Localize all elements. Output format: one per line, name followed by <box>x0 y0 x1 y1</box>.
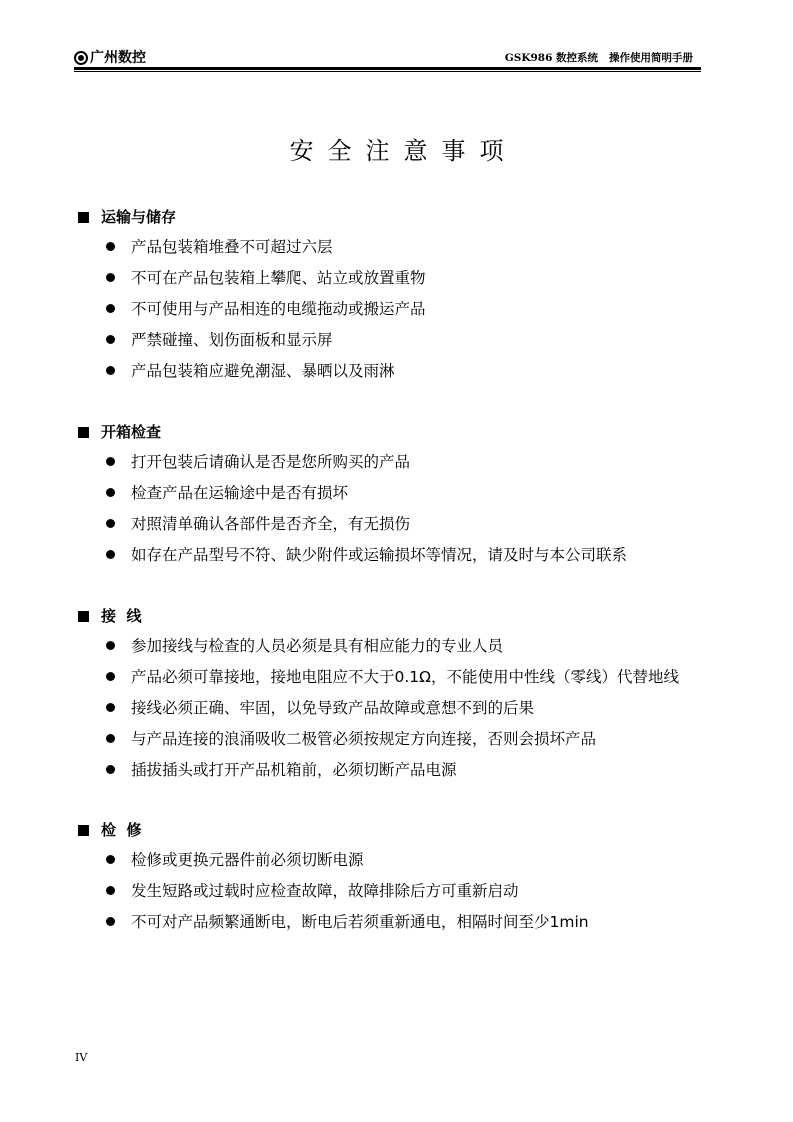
square-bullet-icon <box>78 212 89 223</box>
header-rule-thin <box>74 71 701 72</box>
section-heading <box>78 207 738 227</box>
logo-emblem-icon <box>74 51 88 65</box>
list-item <box>78 355 738 386</box>
page-title: 安全注意事项 <box>289 137 518 165</box>
bullet-icon <box>106 917 115 926</box>
section-heading <box>78 606 738 626</box>
section-heading <box>78 820 738 840</box>
section-maintenance <box>78 820 738 937</box>
section-title: 开箱检查 <box>101 423 162 441</box>
bullet-icon <box>106 672 115 681</box>
item-list <box>78 844 738 937</box>
section-title: 运输与储存 <box>101 208 177 226</box>
item-text: 插拔插头或打开产品机箱前，必须切断产品电源 <box>131 760 457 779</box>
section-unpacking-inspection <box>78 422 738 570</box>
bullet-icon <box>106 703 115 712</box>
item-text: 产品包装箱堆叠不可超过六层 <box>131 237 333 256</box>
list-item <box>78 723 738 754</box>
bullet-icon <box>106 304 115 313</box>
list-item <box>78 446 738 477</box>
section-title: 检 修 <box>101 821 142 839</box>
page-header <box>74 44 701 72</box>
list-item <box>78 262 738 293</box>
list-item <box>78 293 738 324</box>
section-wiring <box>78 606 738 785</box>
item-text: 如存在产品型号不符、缺少附件或运输损坏等情况，请及时与本公司联系 <box>131 545 628 564</box>
item-text: 对照清单确认各部件是否齐全，有无损伤 <box>131 514 411 533</box>
list-item <box>78 661 738 692</box>
item-text: 接线必须正确、牢固，以免导致产品故障或意想不到的后果 <box>131 698 535 717</box>
company-logo <box>74 48 146 68</box>
list-item <box>78 754 738 785</box>
list-item <box>78 875 738 906</box>
list-item <box>78 844 738 875</box>
bullet-icon <box>106 886 115 895</box>
item-text: 检查产品在运输途中是否有损坏 <box>131 483 349 502</box>
square-bullet-icon <box>78 611 89 622</box>
square-bullet-icon <box>78 825 89 836</box>
item-text: 检修或更换元器件前必须切断电源 <box>131 850 364 869</box>
item-text: 与产品连接的浪涌吸收二极管必须按规定方向连接，否则会损坏产品 <box>131 729 597 748</box>
list-item <box>78 508 738 539</box>
item-list <box>78 630 738 785</box>
list-item <box>78 477 738 508</box>
list-item <box>78 906 738 937</box>
item-list <box>78 446 738 570</box>
list-item <box>78 539 738 570</box>
item-text: 打开包装后请确认是否是您所购买的产品 <box>131 452 411 471</box>
bullet-icon <box>106 550 115 559</box>
manual-title: GSK986 数控系统 操作使用简明手册 <box>504 52 693 64</box>
list-item <box>78 324 738 355</box>
item-text: 发生短路或过载时应检查故障，故障排除后方可重新启动 <box>131 881 519 900</box>
item-text: 不可对产品频繁通断电，断电后若须重新通电，相隔时间至少1min <box>131 912 589 931</box>
bullet-icon <box>106 519 115 528</box>
item-text: 参加接线与检查的人员必须是具有相应能力的专业人员 <box>131 636 504 655</box>
page-number: IV <box>75 1051 88 1064</box>
item-text: 不可使用与产品相连的电缆拖动或搬运产品 <box>131 299 426 318</box>
bullet-icon <box>106 641 115 650</box>
list-item <box>78 630 738 661</box>
section-heading <box>78 422 738 442</box>
header-rule <box>74 67 701 70</box>
bullet-icon <box>106 734 115 743</box>
item-text: 产品必须可靠接地，接地电阻应不大于0.1Ω，不能使用中性线（零线）代替地线 <box>131 667 679 686</box>
section-title: 接 线 <box>101 607 142 625</box>
bullet-icon <box>106 366 115 375</box>
logo-text: 广州数控 <box>90 50 146 66</box>
bullet-icon <box>106 273 115 282</box>
item-text: 不可在产品包装箱上攀爬、站立或放置重物 <box>131 268 426 287</box>
bullet-icon <box>106 855 115 864</box>
bullet-icon <box>106 242 115 251</box>
square-bullet-icon <box>78 427 89 438</box>
bullet-icon <box>106 335 115 344</box>
section-transport-storage <box>78 207 738 386</box>
list-item <box>78 231 738 262</box>
item-text: 严禁碰撞、划伤面板和显示屏 <box>131 330 333 349</box>
item-list <box>78 231 738 386</box>
list-item <box>78 692 738 723</box>
bullet-icon <box>106 765 115 774</box>
item-text: 产品包装箱应避免潮湿、暴晒以及雨淋 <box>131 361 395 380</box>
bullet-icon <box>106 457 115 466</box>
bullet-icon <box>106 488 115 497</box>
